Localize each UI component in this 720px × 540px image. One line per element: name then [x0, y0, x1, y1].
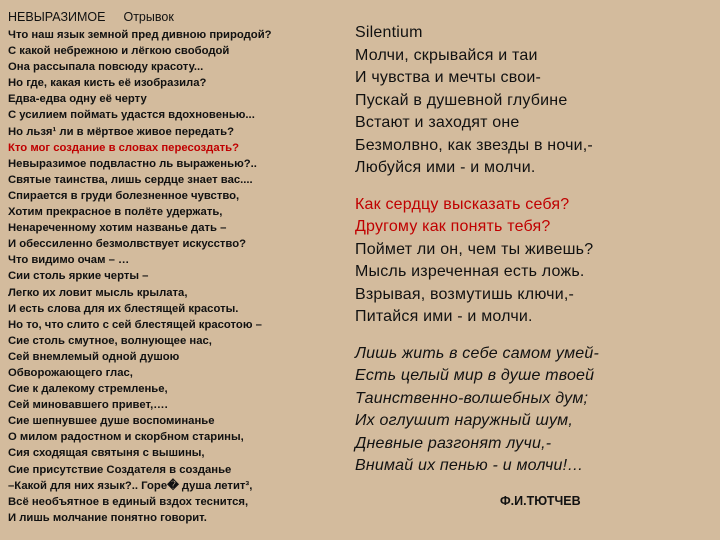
poem-header — [8, 9, 343, 26]
stanza-1-line: Безмолвно, как звезды в ночи,- — [355, 136, 593, 154]
stanza-3 — [355, 343, 710, 478]
poem-line: Едва-едва одну её черту — [8, 93, 147, 106]
stanza-3-line: Есть целый мир в душе твоей — [355, 367, 595, 384]
stanza-1-line: И чувства и мечты свои- — [355, 69, 542, 86]
stanza-1-line: Молчи, скрывайся и таи — [355, 46, 538, 64]
poem-line: Хотим прекрасное в полёте удержать, — [8, 206, 223, 219]
poem-line: Святые таинства, лишь сердце знает вас.... — [8, 173, 253, 186]
stanza-2-line: Питайся ими - и молчи. — [355, 308, 533, 325]
stanza-2-line: Как сердцу высказать себя? — [355, 195, 570, 213]
poem-subtitle: Отрывок — [123, 10, 174, 24]
stanza-2-line: Взрывая, возмутишь ключи,- — [355, 285, 575, 303]
stanza-2-line: Мысль изреченная есть ложь. — [355, 263, 585, 280]
stanza-3-line: Таинственно-волшебных дум; — [355, 389, 589, 407]
stanza-1-line: Пускай в душевной глубине — [355, 91, 568, 109]
poem-line: И лишь молчание понятно говорит. — [8, 511, 207, 524]
poem-line: Что видимо очам – … — [8, 254, 130, 267]
poem-line: Но льзя¹ ли в мёртвое живое передать? — [8, 125, 235, 138]
poem-line: Но то, что слито с сей блестящей красотою – — [8, 318, 262, 331]
poem-line: Она рассыпала повсюду красоту... — [8, 61, 204, 74]
poem-line: Сие присутствие Создателя в созданье — [8, 463, 232, 476]
poem-line: Сей внемлемый одной душою — [8, 350, 180, 363]
stanza-2-line: Другому как понять тебя? — [355, 218, 551, 235]
silentium-title: Silentium — [355, 24, 423, 41]
stanza-3-line: Лишь жить в себе самом умей- — [355, 344, 600, 362]
author-signature: Ф.И.ТЮТЧЕВ — [500, 493, 581, 508]
poem-line: Легко их ловит мысль крылата, — [8, 286, 188, 299]
poem-line: Что наш язык земной пред дивною природой? — [8, 29, 272, 41]
stanza-2 — [355, 194, 710, 329]
poem-line: Сие столь смутное, волнующее нас, — [8, 334, 212, 347]
poem-line: Невыразимое подвластно ль выраженью?.. — [8, 157, 257, 170]
poem-line: И есть слова для их блестящей красоты. — [8, 302, 239, 315]
poem-line: Сие шепнувшее душе воспоминанье — [8, 415, 215, 428]
poem-line: О милом радостном и скорбном старины, — [8, 431, 244, 444]
poem-line: И обессиленно безмолвствует искусство? — [8, 238, 247, 251]
poem-line: С какой небрежною и лёгкою свободой — [8, 45, 230, 58]
left-poem-column — [8, 9, 343, 526]
poem-line: Но где, какая кисть её изобразила? — [8, 77, 207, 90]
poem-line: Обворожающего глас, — [8, 366, 133, 379]
poem-line: Сия сходящая святыня с вышины, — [8, 447, 205, 460]
poem-line: Кто мог создание в словах пересоздать? — [8, 141, 239, 154]
stanza-1-line: Встают и заходят оне — [355, 114, 520, 131]
poem-line: С усилием поймать удастся вдохновенью... — [8, 109, 255, 122]
poem-line: Спирается в груди болезненное чувство, — [8, 189, 240, 202]
stanza-1 — [355, 45, 710, 180]
poem-title: НЕВЫРАЗИМОЕ — [8, 10, 106, 24]
poem-line: –Какой для них язык?.. Горе� душа летит³, — [8, 479, 253, 492]
poem-line: Сей миновавшего привет,…. — [8, 399, 168, 412]
stanza-3-line: Их оглушит наружный шум, — [355, 412, 573, 429]
stanza-1-line: Любуйся ими - и молчи. — [355, 159, 536, 176]
stanza-3-line: Внимай их пенью - и молчи!… — [355, 457, 584, 474]
poem-lines — [8, 27, 343, 526]
stanza-2-line: Поймет ли он, чем ты живешь? — [355, 240, 594, 258]
right-poem-column — [355, 22, 710, 512]
poem-line: Ненареченному хотим названье дать – — [8, 222, 227, 235]
poem-line: Сие к далекому стремленье, — [8, 383, 168, 396]
stanza-3-line: Дневные разгонят лучи,- — [355, 434, 552, 452]
poem-line: Всё необъятное в единый вздох теснится, — [8, 495, 249, 508]
poem-line: Сии столь яркие черты – — [8, 270, 149, 283]
